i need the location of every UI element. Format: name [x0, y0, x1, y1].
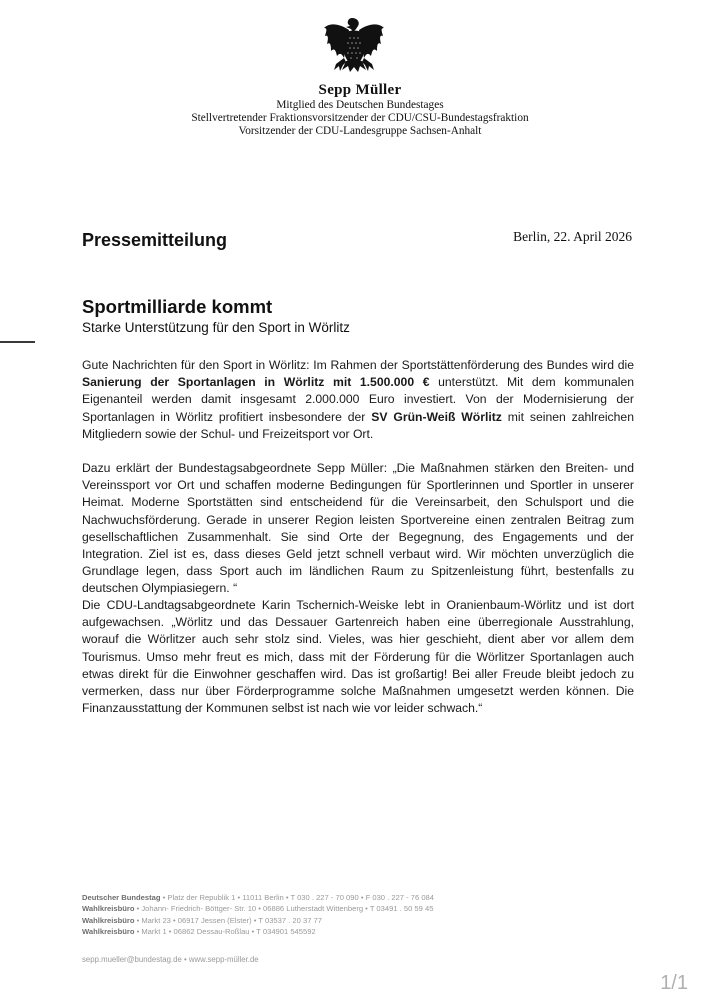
footer-row — [82, 892, 434, 903]
sender-name: Sepp Müller — [318, 82, 402, 98]
paragraph-quote-mueller: Dazu erklärt der Bundestagsabgeordnete Sepp Müller: „Die Maßnahmen stärken den Breiten- und Vereinssport vor Ort und schaffen moderne Bedingungen für Sportlerinnen und Sportler in unserer Heimat. Moderne Sportstätten sind entscheidend für die Vereinsarbeit, den Schulsport und die Nachwuchsförderung. Gerade in unserer Region leisten Sportvereine einen zentralen Beitrag zum gesellschaftlichen Zusammenhalt. Sie sind Orte der Begegnung, des Engagements und der Integration. Ziel ist es, dass dieses Geld jetzt schnell verbaut wird. Wir möchten unverzüglich die Grundlage legen, dass Sport auch im ländlichen Raum zu Spitzenleistung führt, bestenfalls zu deutschen Olympiasiegern. “ — [82, 461, 634, 596]
paragraph-intro — [82, 357, 634, 443]
footer-addresses — [82, 892, 434, 938]
bold-funding-amount: Sanierung der Sportanlagen in Wörlitz mit 1.500.000 € — [82, 375, 430, 390]
footer-text: • Platz der Republik 1 • 11011 Berlin • T 030 . 227 - 70 090 • F 030 . 227 - 76 084 — [160, 893, 434, 902]
fold-mark — [0, 341, 35, 343]
footer-row — [82, 926, 434, 937]
footer-text: • Markt 23 • 06917 Jessen (Elster) • T 03537 . 20 37 77 — [134, 915, 322, 925]
footer-text: • Johann- Friedrich- Böttger- Str. 10 • 06886 Lutherstadt Wittenberg • T 03491 . 50 59 45 — [134, 904, 434, 914]
document-date: Berlin, 22. April 2026 — [513, 229, 632, 244]
text-segment: unterstützt. Mit dem kommunalen Eigenanteil werden damit insgesamt 2.000.000 Euro investiert. Von der Modernisierung der Sportanlagen in Wörlitz profitiert insbesondere der — [82, 375, 634, 424]
sender-role-3: Vorsitzender der CDU-Landesgruppe Sachsen-Anhalt — [238, 125, 482, 137]
footer-label: Wahlkreisbüro — [82, 915, 135, 925]
letterhead — [0, 82, 720, 138]
press-release-subtitle: Starke Unterstützung für den Sport in Wörlitz — [82, 320, 350, 335]
footer-row — [82, 903, 434, 914]
press-release-title: Sportmilliarde kommt — [82, 296, 273, 317]
footer-label: Deutscher Bundestag — [82, 893, 161, 902]
document-type: Pressemitteilung — [82, 230, 228, 250]
footer-label: Wahlkreisbüro — [82, 904, 135, 914]
footer-contact: sepp.mueller@bundestag.de • www.sepp-müller.de — [82, 955, 259, 964]
page-indicator: 1/1 — [660, 972, 688, 994]
bundesadler-eagle-icon — [322, 14, 386, 76]
footer-text: • Markt 1 • 06862 Dessau-Roßlau • T 034901 545592 — [134, 927, 316, 937]
bold-club-name: SV Grün-Weiß Wörlitz — [371, 409, 502, 424]
paragraph-quote-tschernich-weiske: Die CDU-Landtagsabgeordnete Karin Tschernich-Weiske lebt in Oranienbaum-Wörlitz und ist dort aufgewachsen. „Wörlitz und das Dessauer Gartenreich haben eine überregionale Ausstrahlung, worauf die Wörlitzer auch sehr stolz sind. Vieles, was hier geschieht, dient aber vor allem dem Tourismus. Umso mehr freut es mich, dass mit der Förderung für die Wörlitzer Sportanlagen auch etwas direkt für die Einwohner geschaffen wird. Das ist großartig! Bei aller Freude bleibt jedoch zu vermerken, dass nur über Förderprogramme solche Maßnahmen umgesetzt werden können. Die Finanzausstattung der Kommunen selbst ist nach wie vor leider schwach.“ — [82, 598, 634, 716]
sender-role-1: Mitglied des Deutschen Bundestages — [276, 99, 444, 111]
sender-role-2: Stellvertretender Fraktionsvorsitzender der CDU/CSU-Bundestagsfraktion — [191, 112, 529, 124]
text-segment: mit seinen zahlreichen Mitgliedern sowie der Schul- und Freizeitsport vor Ort. — [82, 409, 634, 441]
footer-label: Wahlkreisbüro — [82, 927, 135, 937]
text-segment: Gute Nachrichten für den Sport in Wörlitz: Im Rahmen der Sportstättenförderung des Bundes wird die — [82, 358, 634, 372]
footer-row — [82, 915, 434, 926]
